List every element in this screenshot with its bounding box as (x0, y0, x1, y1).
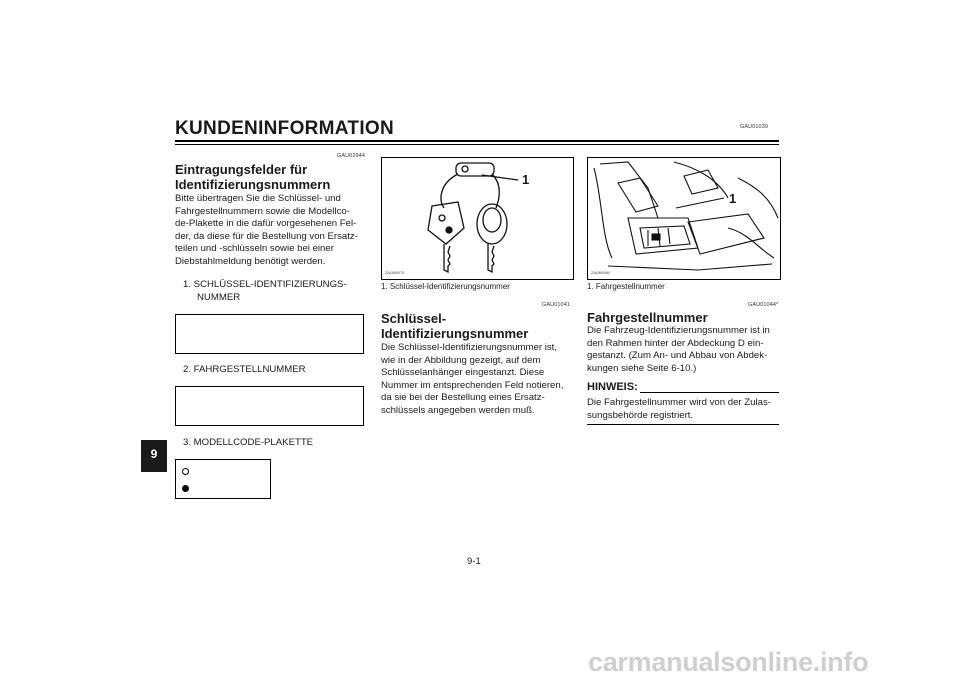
col2-body (381, 342, 581, 418)
figure-caption: 1. Schlüssel-Identifizierungsnummer (381, 282, 510, 291)
col3-code: GAU01044* (748, 302, 779, 308)
item2-label: 2. FAHRGESTELLNUMMER (183, 364, 306, 375)
body-line: Bitte übertragen Sie die Schlüssel- und (175, 193, 341, 204)
body-line: da sie bei der Bestellung eines Ersatz- (381, 392, 545, 404)
col2-heading-line2: Identifizierungsnummer (381, 326, 529, 341)
body-line: Die Fahrzeug-Identifizierungsnummer ist in (587, 325, 770, 336)
section-code: GAU01039 (740, 124, 769, 130)
note-rule (640, 392, 779, 393)
body-line: Die Schlüssel-Identifizierungsnummer ist, (381, 342, 557, 353)
keys-figure (381, 157, 574, 280)
note-bottom-rule (587, 424, 779, 425)
scooter-frame-illustration (588, 158, 780, 279)
figure-tag: ZAUM0070 (385, 271, 405, 275)
title-rule (175, 140, 779, 142)
body-line: Nummer im entsprechenden Feld notieren, (381, 379, 564, 391)
item1-label-line1: 1. SCHLÜSSEL-IDENTIFIZIERUNGS- (183, 279, 347, 290)
body-line: schlüssels angegeben werden muß. (381, 404, 535, 416)
body-line: Diebstahlmeldung benötigt werden. (175, 255, 326, 267)
body-line: den Rahmen hinter der Abdeckung D ein- (587, 337, 764, 349)
page-title: KUNDENINFORMATION (175, 118, 395, 139)
body-line: de-Plakette in die dafür vorgesehenen Fel- (175, 218, 357, 230)
body-line: Schlüsselanhänger eingestanzt. Diese (381, 367, 545, 379)
model-code-label-field (175, 459, 271, 499)
hollow-circle-icon (182, 468, 189, 475)
note-label: HINWEIS: (587, 381, 638, 393)
page-number: 9-1 (467, 556, 481, 567)
col2-heading-line1: Schlüssel- (381, 311, 447, 326)
chapter-tab: 9 (141, 440, 167, 472)
col3-heading: Fahrgestellnummer (587, 310, 708, 325)
col2-code: GAU01041 (542, 302, 571, 308)
frame-number-field (175, 386, 364, 426)
body-line: kungen siehe Seite 6-10.) (587, 362, 697, 374)
note-line: Die Fahrgestellnummer wird von der Zulas- (587, 397, 771, 408)
col1-body (175, 193, 375, 269)
body-line: der, da diese für die Bestellung von Ersatz- (175, 230, 358, 242)
keys-illustration (382, 158, 573, 279)
title-rule-thin (175, 144, 779, 145)
key-number-field (175, 314, 364, 354)
col1-code: GAU02944 (337, 153, 366, 159)
watermark: carmanualsonline.info (588, 647, 869, 677)
body-line: wie in der Abbildung gezeigt, auf dem (381, 354, 541, 366)
col1-heading-line2: Identifizierungsnummern (175, 177, 331, 192)
note-body (587, 397, 787, 422)
figure-tag: ZAUM0480 (591, 271, 611, 275)
item1-label-line2: NUMMER (197, 292, 241, 303)
body-line: teilen und -schlüsseln sowie bei einer (175, 243, 334, 255)
item3-label: 3. MODELLCODE-PLAKETTE (183, 437, 314, 448)
callout-number: 1 (729, 191, 737, 206)
body-line: gestanzt. (Zum An- und Abbau von Abdek- (587, 350, 768, 362)
figure-caption: 1. Fahrgestellnummer (587, 282, 665, 291)
callout-number: 1 (522, 172, 530, 187)
filled-circle-icon (182, 485, 189, 492)
note-line: sungsbehörde registriert. (587, 409, 694, 421)
col3-body (587, 325, 787, 375)
frame-figure (587, 157, 781, 280)
body-line: Fahrgestellnummern sowie die Modellco- (175, 205, 350, 217)
col1-heading-line1: Eintragungsfelder für (175, 162, 308, 177)
